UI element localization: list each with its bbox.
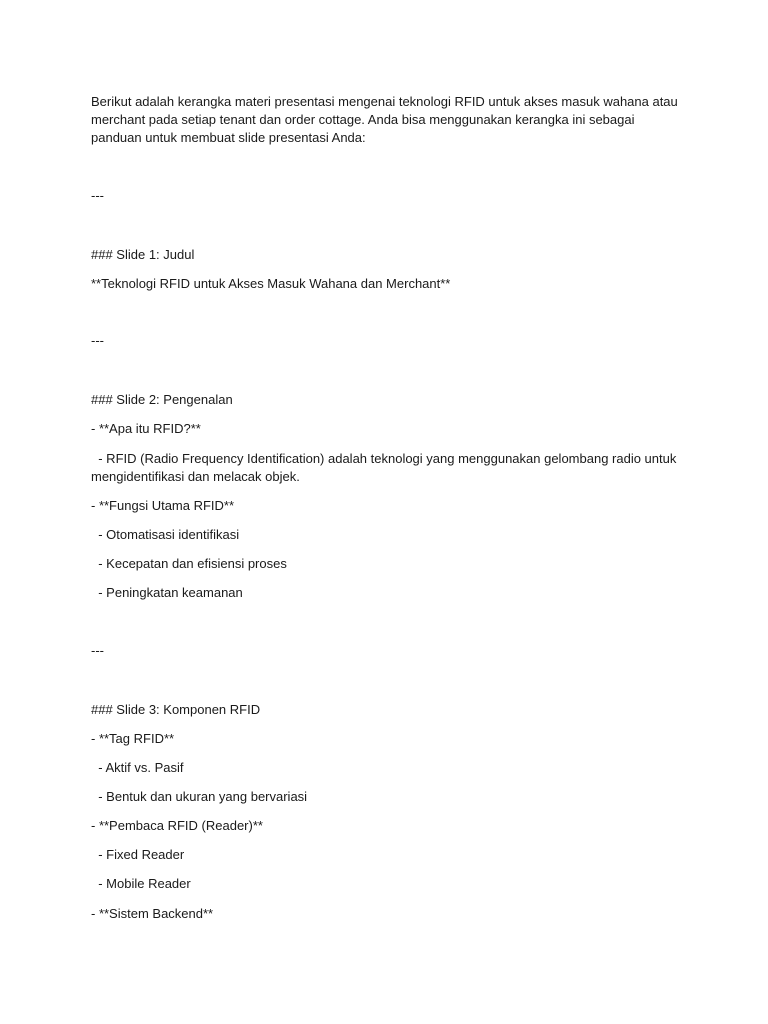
slide-3-tag-subitem: - Aktif vs. Pasif [91, 760, 184, 775]
slide-1-heading: ### Slide 1: Judul [91, 247, 195, 262]
intro-paragraph: Berikut adalah kerangka materi presentasi mengenai teknologi RFID untuk akses masuk wahana atau merchant pada setiap tenant dan order cottage. Anda bisa menggunakan kerangka ini sebagai panduan untuk membuat slide presentasi Anda: [91, 94, 682, 145]
slide-2-function-item: - Kecepatan dan efisiensi proses [91, 556, 287, 571]
separator: --- [91, 333, 104, 348]
slide-3-reader-subitem: - Fixed Reader [91, 847, 185, 862]
slide-1-title: **Teknologi RFID untuk Akses Masuk Wahana dan Merchant** [91, 276, 451, 291]
slide-3-heading: ### Slide 3: Komponen RFID [91, 702, 261, 717]
slide-3-reader-subitem: - Mobile Reader [91, 876, 191, 891]
slide-2-function-item: - Otomatisasi identifikasi [91, 527, 240, 542]
slide-3-tag-subitem: - Bentuk dan ukuran yang bervariasi [91, 789, 308, 804]
separator: --- [91, 643, 104, 658]
slide-2-function-item: - Peningkatan keamanan [91, 585, 243, 600]
slide-2-heading: ### Slide 2: Pengenalan [91, 392, 233, 407]
slide-2-question-rfid: - **Apa itu RFID?** [91, 421, 201, 436]
slide-3-reader-item: - **Pembaca RFID (Reader)** [91, 818, 263, 833]
slide-2-rfid-definition: - RFID (Radio Frequency Identification) adalah teknologi yang menggunakan gelombang radio untuk mengidentifikasi dan melacak objek. [91, 451, 680, 484]
slide-2-question-functions: - **Fungsi Utama RFID** [91, 498, 235, 513]
separator: --- [91, 188, 104, 203]
slide-3-tag-item: - **Tag RFID** [91, 731, 175, 746]
slide-3-backend-item: - **Sistem Backend** [91, 906, 214, 921]
